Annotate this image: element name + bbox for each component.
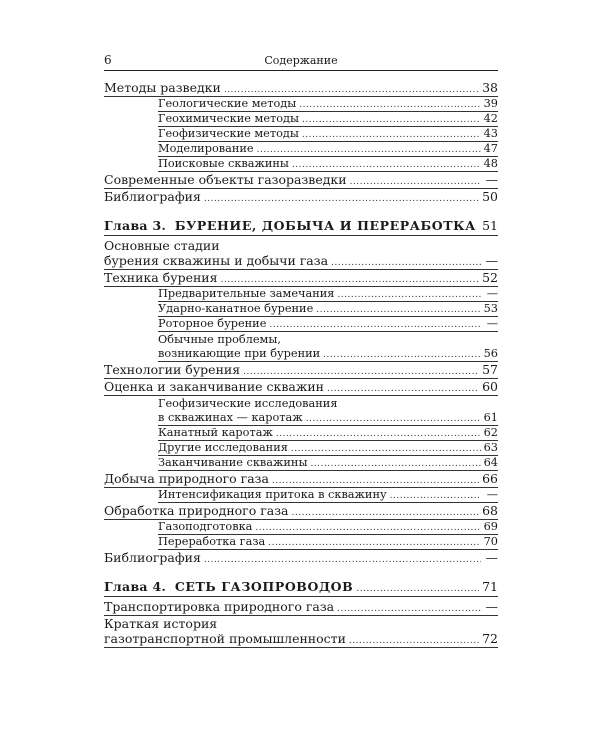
toc-title: Библиография <box>104 550 201 565</box>
toc-subsection[interactable] <box>104 535 498 550</box>
toc-section[interactable] <box>104 616 498 648</box>
dot-leader <box>323 350 480 360</box>
toc-subsection[interactable] <box>104 456 498 471</box>
toc-chapter[interactable] <box>104 218 498 236</box>
toc-title-line: Краткая история <box>104 616 218 631</box>
dot-leader <box>327 384 479 394</box>
toc-page-number: 51 <box>482 218 498 233</box>
toc-subsection[interactable] <box>104 396 498 426</box>
toc-chapter[interactable] <box>104 579 498 597</box>
dot-leader <box>269 320 481 330</box>
toc-page-number: 47 <box>483 142 498 155</box>
toc-subsection[interactable] <box>104 157 498 172</box>
chapter-title: БУРЕНИЕ, ДОБЫЧА И ПЕРЕРАБОТКА <box>174 218 476 233</box>
toc-subsection[interactable] <box>104 287 498 302</box>
toc-subsection[interactable] <box>104 441 498 456</box>
toc-title <box>104 218 476 233</box>
toc-section[interactable] <box>104 503 498 520</box>
toc-title: Поисковые скважины <box>158 157 289 170</box>
dot-leader <box>337 290 481 300</box>
toc-section[interactable] <box>104 599 498 616</box>
dot-leader <box>350 177 481 187</box>
dot-leader <box>356 584 479 594</box>
toc-subsection[interactable] <box>104 488 498 503</box>
dot-leader <box>302 115 481 125</box>
dot-leader <box>390 491 481 501</box>
toc-title: Ударно-канатное бурение <box>158 302 314 315</box>
toc-title: бурения скважины и добычи газа <box>104 253 329 268</box>
toc-section[interactable] <box>104 379 498 396</box>
toc-title: Моделирование <box>158 142 254 155</box>
toc-section[interactable] <box>104 172 498 189</box>
toc-title: Интенсификация притока в скважину <box>158 488 387 501</box>
toc-title: Геофизические методы <box>158 127 299 140</box>
toc-subsection[interactable] <box>104 127 498 142</box>
chapter-number: Глава 4. <box>104 579 167 594</box>
toc-page-number: 48 <box>483 157 498 170</box>
toc-page-number: 62 <box>483 426 498 439</box>
toc-page-number: 69 <box>483 520 498 533</box>
dot-leader <box>337 604 481 614</box>
dot-leader <box>291 444 481 454</box>
dot-leader <box>306 414 481 424</box>
toc-page-number: 60 <box>482 379 498 394</box>
header-rule <box>104 70 498 71</box>
toc-page-number: 66 <box>482 471 498 486</box>
dot-leader <box>292 508 480 518</box>
toc-title: Роторное бурение <box>158 317 267 330</box>
toc-section[interactable] <box>104 189 498 206</box>
dot-leader <box>204 194 479 204</box>
toc-page-number: — <box>485 253 498 268</box>
dot-leader <box>255 523 480 533</box>
toc-page-number: — <box>485 599 498 614</box>
dot-leader <box>272 476 479 486</box>
toc-title-line: Обычные проблемы, <box>158 333 281 346</box>
dot-leader <box>204 555 481 565</box>
toc-subsection[interactable] <box>104 426 498 441</box>
table-of-contents <box>104 80 498 648</box>
dot-leader <box>331 258 481 268</box>
toc-page-number: 42 <box>483 112 498 125</box>
dot-leader <box>276 429 481 439</box>
dot-leader <box>224 85 479 95</box>
page-number: 6 <box>104 53 112 67</box>
toc-title: возникающие при бурении <box>158 347 321 360</box>
toc-title <box>104 579 353 594</box>
toc-title: Методы разведки <box>104 80 221 95</box>
toc-section[interactable] <box>104 550 498 567</box>
toc-page-number: — <box>485 550 498 565</box>
toc-title: Технологии бурения <box>104 362 241 377</box>
toc-subsection[interactable] <box>104 302 498 317</box>
header-title: Содержание <box>264 54 338 67</box>
toc-subsection[interactable] <box>104 142 498 157</box>
toc-title: Предварительные замечания <box>158 287 335 300</box>
toc-page-number: 43 <box>483 127 498 140</box>
toc-title: Заканчивание скважины <box>158 456 308 469</box>
toc-title: Геологические методы <box>158 97 297 110</box>
toc-page-number: — <box>486 488 498 501</box>
toc-subsection[interactable] <box>104 332 498 362</box>
toc-title: в скважинах — каротаж <box>158 411 303 424</box>
toc-title: Газоподготовка <box>158 520 253 533</box>
dot-leader <box>302 130 481 140</box>
dot-leader <box>349 636 479 646</box>
toc-page-number: — <box>486 317 498 330</box>
toc-page-number: 72 <box>482 631 498 646</box>
toc-page-number: 68 <box>482 503 498 518</box>
toc-title: Оценка и заканчивание скважин <box>104 379 325 394</box>
toc-page-number: 57 <box>482 362 498 377</box>
toc-title: Переработка газа <box>158 535 266 548</box>
dot-leader <box>292 160 481 170</box>
chapter-number: Глава 3. <box>104 218 167 233</box>
dot-leader <box>310 459 480 469</box>
toc-section[interactable] <box>104 471 498 488</box>
toc-page-number: — <box>485 172 498 187</box>
toc-title: Транспортировка природного газа <box>104 599 335 614</box>
toc-title: Библиография <box>104 189 201 204</box>
toc-subsection[interactable] <box>104 97 498 112</box>
toc-title: Канатный каротаж <box>158 426 273 439</box>
dot-leader <box>316 305 480 315</box>
toc-page-number: 53 <box>483 302 498 315</box>
toc-title-line: Основные стадии <box>104 238 220 253</box>
toc-title: Обработка природного газа <box>104 503 289 518</box>
toc-title: Добыча природного газа <box>104 471 269 486</box>
toc-section[interactable] <box>104 80 498 97</box>
dot-leader <box>221 275 480 285</box>
toc-title: Техника бурения <box>104 270 218 285</box>
running-header <box>104 50 498 72</box>
toc-title-line: Геофизические исследования <box>158 397 338 410</box>
toc-section[interactable] <box>104 362 498 379</box>
toc-title: Другие исследования <box>158 441 288 454</box>
dot-leader <box>243 367 479 377</box>
toc-page-number: — <box>486 287 498 300</box>
toc-page-number: 64 <box>483 456 498 469</box>
toc-page-number: 52 <box>482 270 498 285</box>
toc-section[interactable] <box>104 238 498 270</box>
toc-subsection[interactable] <box>104 520 498 535</box>
toc-title: Современные объекты газоразведки <box>104 172 347 187</box>
dot-leader <box>268 538 480 548</box>
toc-subsection[interactable] <box>104 112 498 127</box>
toc-page-number: 71 <box>482 579 498 594</box>
dot-leader <box>257 145 481 155</box>
toc-title: газотранспортной промышленности <box>104 631 346 646</box>
toc-page-number: 61 <box>483 411 498 424</box>
toc-page-number: 70 <box>483 535 498 548</box>
toc-page-number: 50 <box>482 189 498 204</box>
toc-page-number: 38 <box>482 80 498 95</box>
toc-page-number: 63 <box>483 441 498 454</box>
toc-page-number: 56 <box>483 347 498 360</box>
toc-title: Геохимические методы <box>158 112 300 125</box>
toc-page-number: 39 <box>483 97 498 110</box>
toc-section[interactable] <box>104 270 498 287</box>
chapter-title: СЕТЬ ГАЗОПРОВОДОВ <box>174 579 354 594</box>
toc-subsection[interactable] <box>104 317 498 332</box>
dot-leader <box>299 100 480 110</box>
